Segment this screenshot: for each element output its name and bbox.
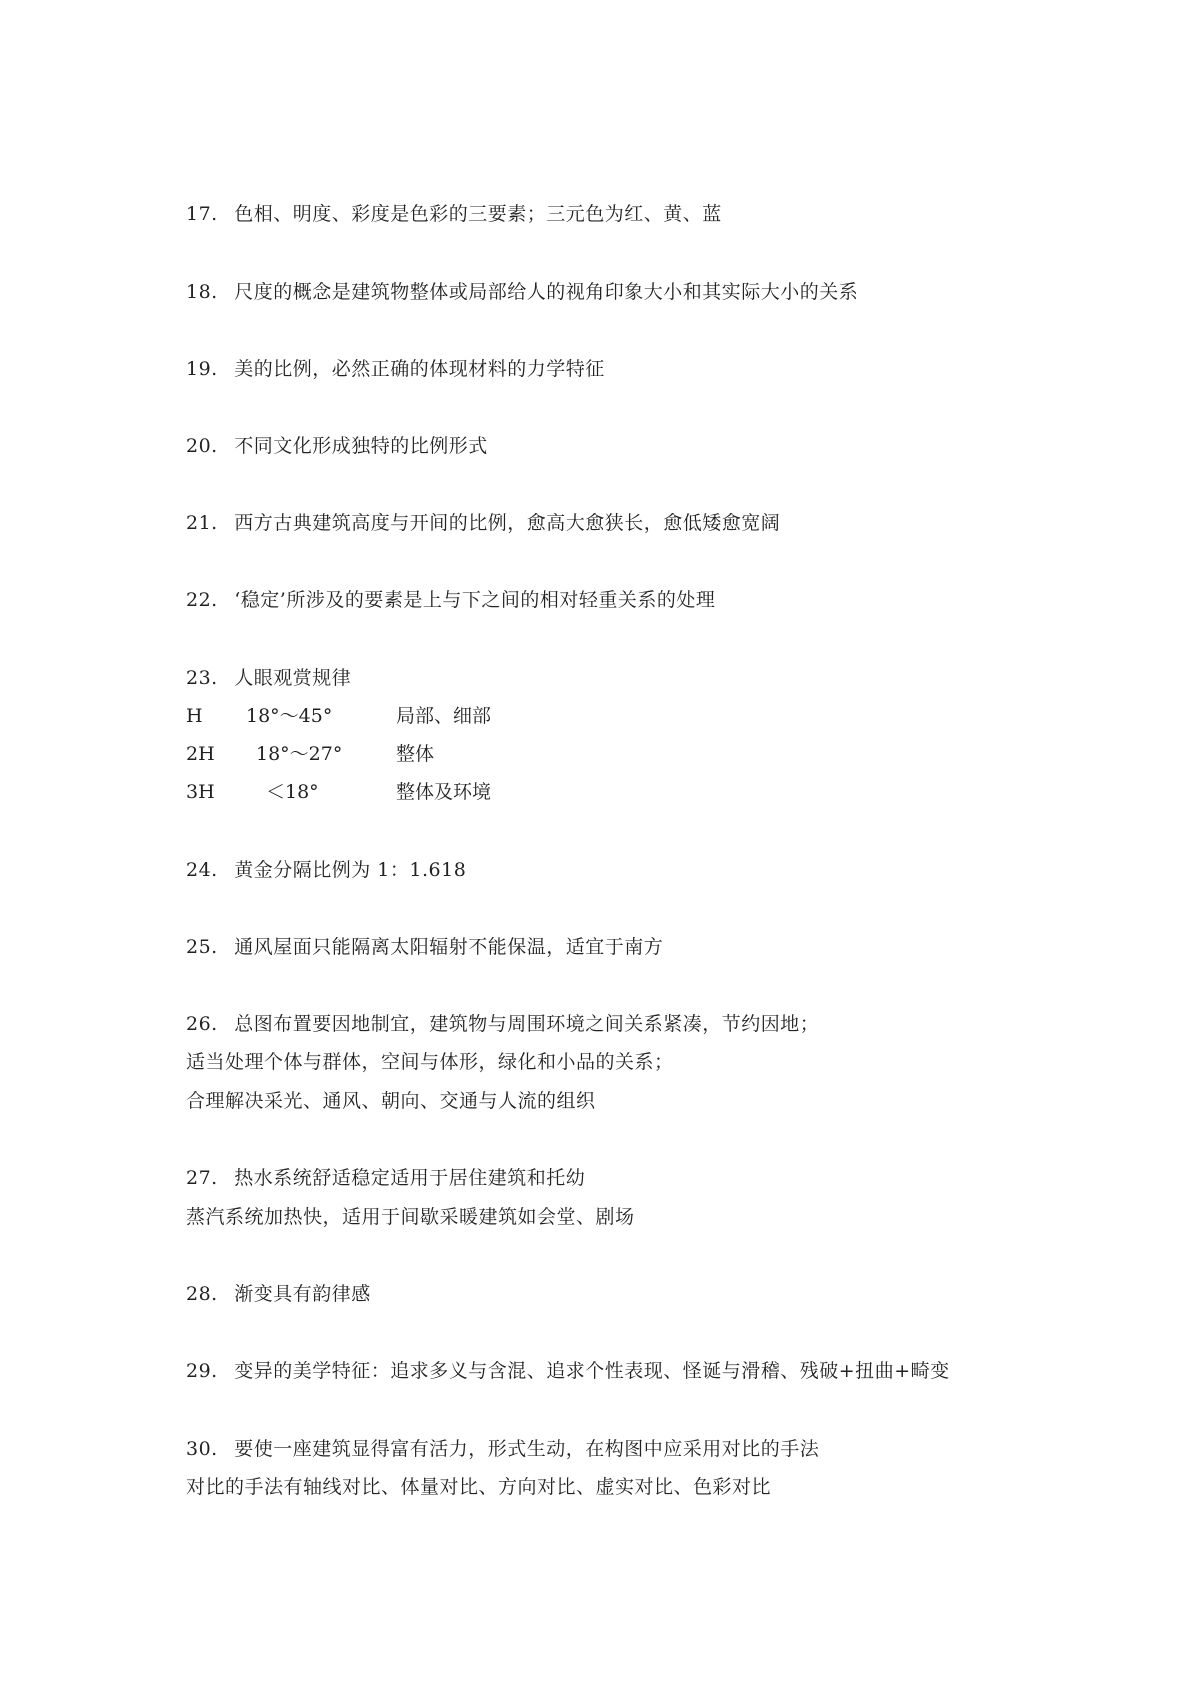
viewing-angle: ＜18° <box>266 781 319 803</box>
list-item <box>186 665 351 691</box>
list-item <box>186 1358 950 1384</box>
item-continuation: 适当处理个体与群体，空间与体形，绿化和小品的关系； <box>186 1051 674 1073</box>
item-text: ‘稳定’所涉及的要素是上与下之间的相对轻重关系的处理 <box>234 589 716 611</box>
item-text: 不同文化形成独特的比例形式 <box>234 435 488 457</box>
item-text: 人眼观赏规律 <box>234 667 352 689</box>
viewing-angle: 18°～27° <box>256 743 343 765</box>
item-number: 25. <box>186 936 218 958</box>
item-text: 美的比例，必然正确的体现材料的力学特征 <box>234 358 605 380</box>
item-number: 27. <box>186 1167 218 1189</box>
table-row <box>186 741 786 767</box>
item-number: 22. <box>186 589 218 611</box>
list-item <box>186 510 780 536</box>
item-number: 17. <box>186 203 218 225</box>
item-text: 尺度的概念是建筑物整体或局部给人的视角印象大小和其实际大小的关系 <box>234 281 859 303</box>
table-row <box>186 779 786 805</box>
viewing-range: 整体 <box>396 743 435 765</box>
item-continuation: 合理解决采光、通风、朝向、交通与人流的组织 <box>186 1090 596 1112</box>
list-item <box>186 587 715 613</box>
item-text: 热水系统舒适稳定适用于居住建筑和托幼 <box>234 1167 586 1189</box>
viewing-angle: 18°～45° <box>246 705 333 727</box>
item-text: 黄金分隔比例为 1：1.618 <box>234 859 467 881</box>
list-item <box>186 356 605 382</box>
item-text: 西方古典建筑高度与开间的比例，愈高大愈狭长，愈低矮愈宽阔 <box>234 512 781 534</box>
item-text: 要使一座建筑显得富有活力，形式生动，在构图中应采用对比的手法 <box>234 1438 820 1460</box>
item-number: 26. <box>186 1013 218 1035</box>
item-number: 29. <box>186 1360 218 1382</box>
viewing-distance: 2H <box>186 743 215 765</box>
item-number: 24. <box>186 859 218 881</box>
item-number: 18. <box>186 281 218 303</box>
item-text: 变异的美学特征：追求多义与含混、追求个性表现、怪诞与滑稽、残破+扭曲+畸变 <box>234 1360 950 1382</box>
item-text: 渐变具有韵律感 <box>234 1283 371 1305</box>
list-item <box>186 1165 585 1191</box>
item-number: 19. <box>186 358 218 380</box>
list-item <box>186 1436 819 1462</box>
viewing-range: 整体及环境 <box>396 781 492 803</box>
item-continuation: 对比的手法有轴线对比、体量对比、方向对比、虚实对比、色彩对比 <box>186 1476 772 1498</box>
list-item <box>186 1011 819 1037</box>
list-item <box>186 201 722 227</box>
item-continuation: 蒸汽系统加热快，适用于间歇采暖建筑如会堂、剧场 <box>186 1206 635 1228</box>
item-text: 色相、明度、彩度是色彩的三要素；三元色为红、黄、蓝 <box>234 203 722 225</box>
list-item <box>186 279 858 305</box>
item-number: 23. <box>186 667 218 689</box>
list-item <box>186 857 466 883</box>
item-number: 28. <box>186 1283 218 1305</box>
item-number: 21. <box>186 512 218 534</box>
list-item <box>186 433 488 459</box>
item-text: 总图布置要因地制宜，建筑物与周围环境之间关系紧凑，节约因地； <box>234 1013 820 1035</box>
list-item <box>186 1281 371 1307</box>
item-text: 通风屋面只能隔离太阳辐射不能保温，适宜于南方 <box>234 936 664 958</box>
viewing-distance: 3H <box>186 781 215 803</box>
list-item <box>186 934 663 960</box>
table-row <box>186 703 786 729</box>
item-number: 20. <box>186 435 218 457</box>
item-number: 30. <box>186 1438 218 1460</box>
viewing-range: 局部、细部 <box>396 705 492 727</box>
viewing-distance: H <box>186 705 203 727</box>
